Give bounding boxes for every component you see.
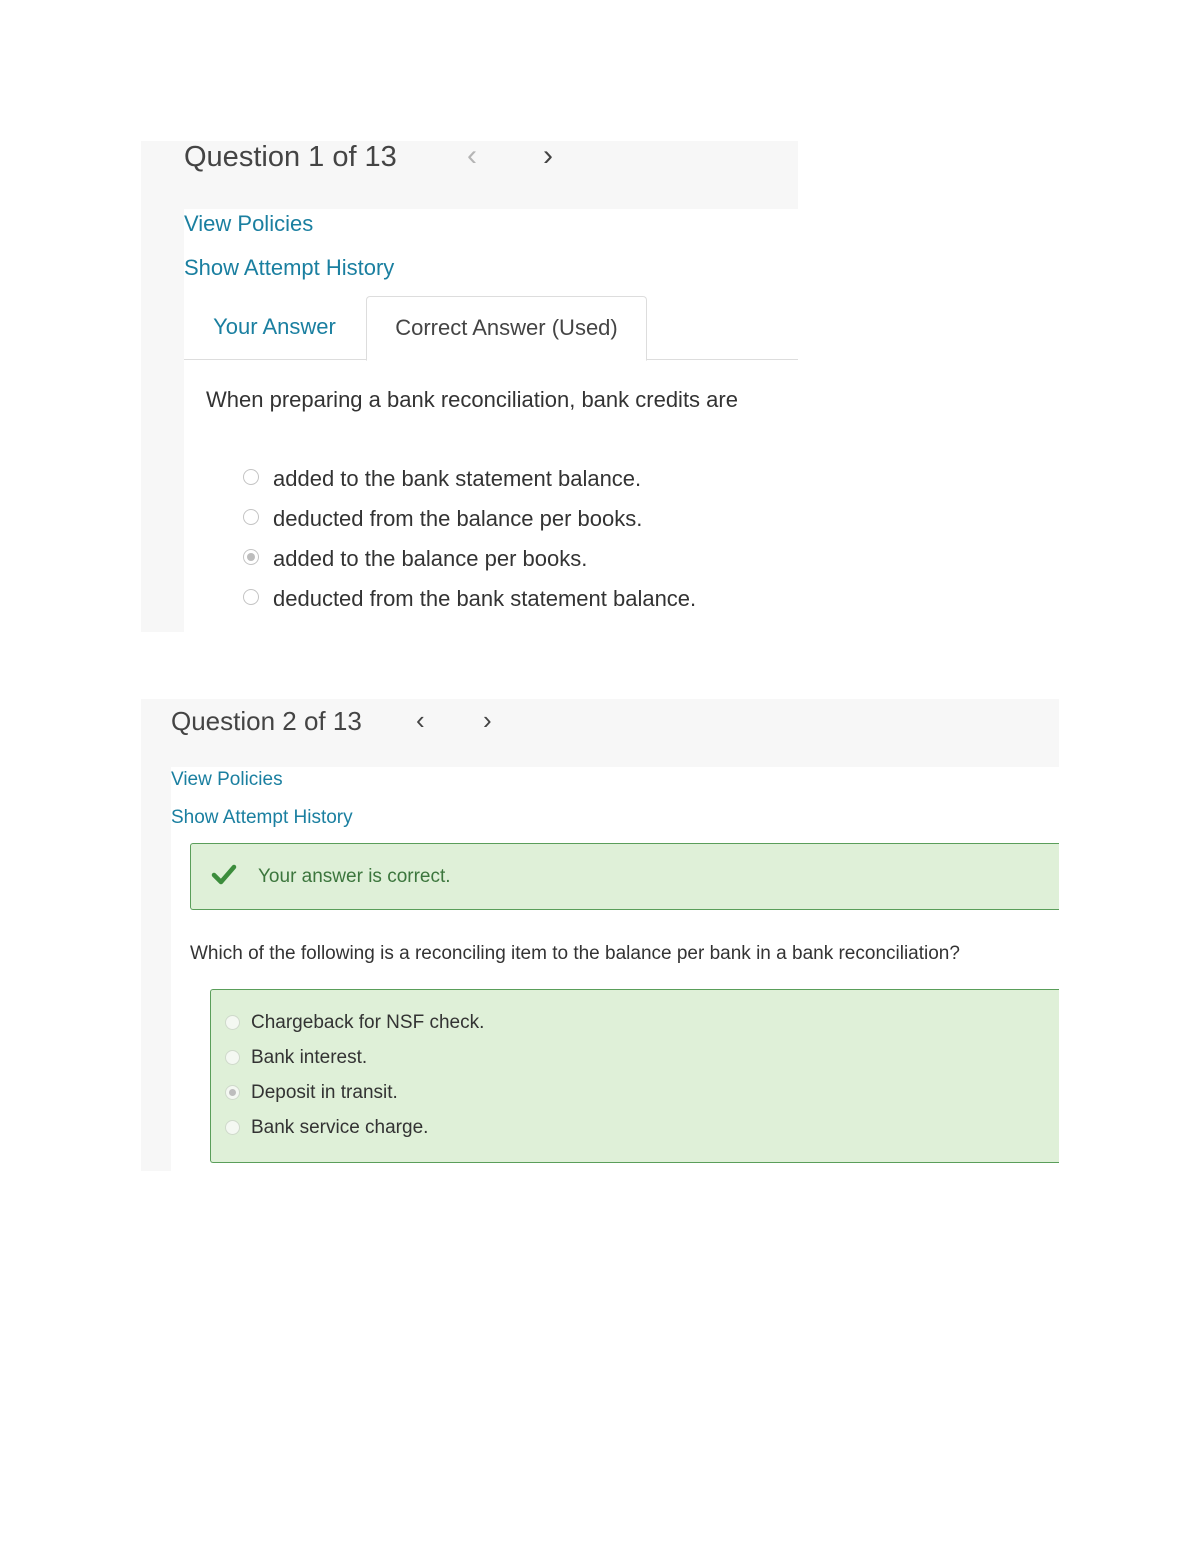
tab-correct-answer[interactable]: Correct Answer (Used) (366, 296, 647, 361)
radio-button[interactable] (243, 509, 259, 525)
radio-button[interactable] (225, 1050, 240, 1065)
chevron-left-icon[interactable]: ‹ (467, 139, 477, 172)
question-2-text: Which of the following is a reconciling item to the balance per bank in a bank reconciliation? (190, 943, 960, 964)
question-1-panel (141, 141, 798, 632)
answer-option[interactable] (243, 543, 798, 583)
answer-tabs (184, 296, 798, 360)
radio-button-selected[interactable] (243, 549, 259, 565)
answer-option[interactable] (243, 503, 798, 543)
question-1-gutter (141, 209, 184, 632)
answer-options-box (210, 989, 1059, 1163)
question-2-title: Question 2 of 13 (171, 706, 362, 736)
chevron-right-icon[interactable]: › (483, 705, 492, 735)
answer-option-label: Deposit in transit. (251, 1082, 398, 1103)
view-policies-link[interactable]: View Policies (184, 211, 314, 236)
chevron-right-icon[interactable]: › (543, 139, 553, 172)
alert-message: Your answer is correct. (258, 866, 451, 887)
radio-button[interactable] (225, 1015, 240, 1030)
question-1-options (243, 463, 798, 607)
view-policies-link[interactable]: View Policies (171, 769, 283, 790)
correct-answer-alert (190, 843, 1059, 910)
answer-option[interactable] (243, 463, 798, 503)
radio-button[interactable] (243, 469, 259, 485)
answer-option-label: Chargeback for NSF check. (251, 1012, 485, 1033)
question-2-gutter (141, 767, 171, 1171)
tab-your-answer[interactable]: Your Answer (213, 314, 336, 339)
answer-option-label: Bank service charge. (251, 1117, 429, 1138)
radio-button-selected[interactable] (225, 1085, 240, 1100)
question-1-title: Question 1 of 13 (184, 141, 397, 173)
chevron-left-icon[interactable]: ‹ (416, 705, 425, 735)
question-1-text: When preparing a bank reconciliation, bank credits are (206, 387, 738, 412)
question-2-panel (141, 699, 1059, 1171)
answer-option-label: deducted from the balance per books. (273, 506, 643, 531)
answer-option-label: added to the balance per books. (273, 546, 588, 571)
show-attempt-history-link[interactable]: Show Attempt History (184, 255, 395, 280)
answer-option[interactable] (243, 583, 798, 607)
answer-option-label: Bank interest. (251, 1047, 368, 1068)
answer-option-label: added to the bank statement balance. (273, 466, 642, 491)
radio-button[interactable] (225, 1120, 240, 1135)
radio-button[interactable] (243, 589, 259, 605)
checkmark-icon (211, 862, 237, 888)
answer-option-label: deducted from the bank statement balance. (273, 586, 697, 607)
show-attempt-history-link[interactable]: Show Attempt History (171, 807, 353, 828)
